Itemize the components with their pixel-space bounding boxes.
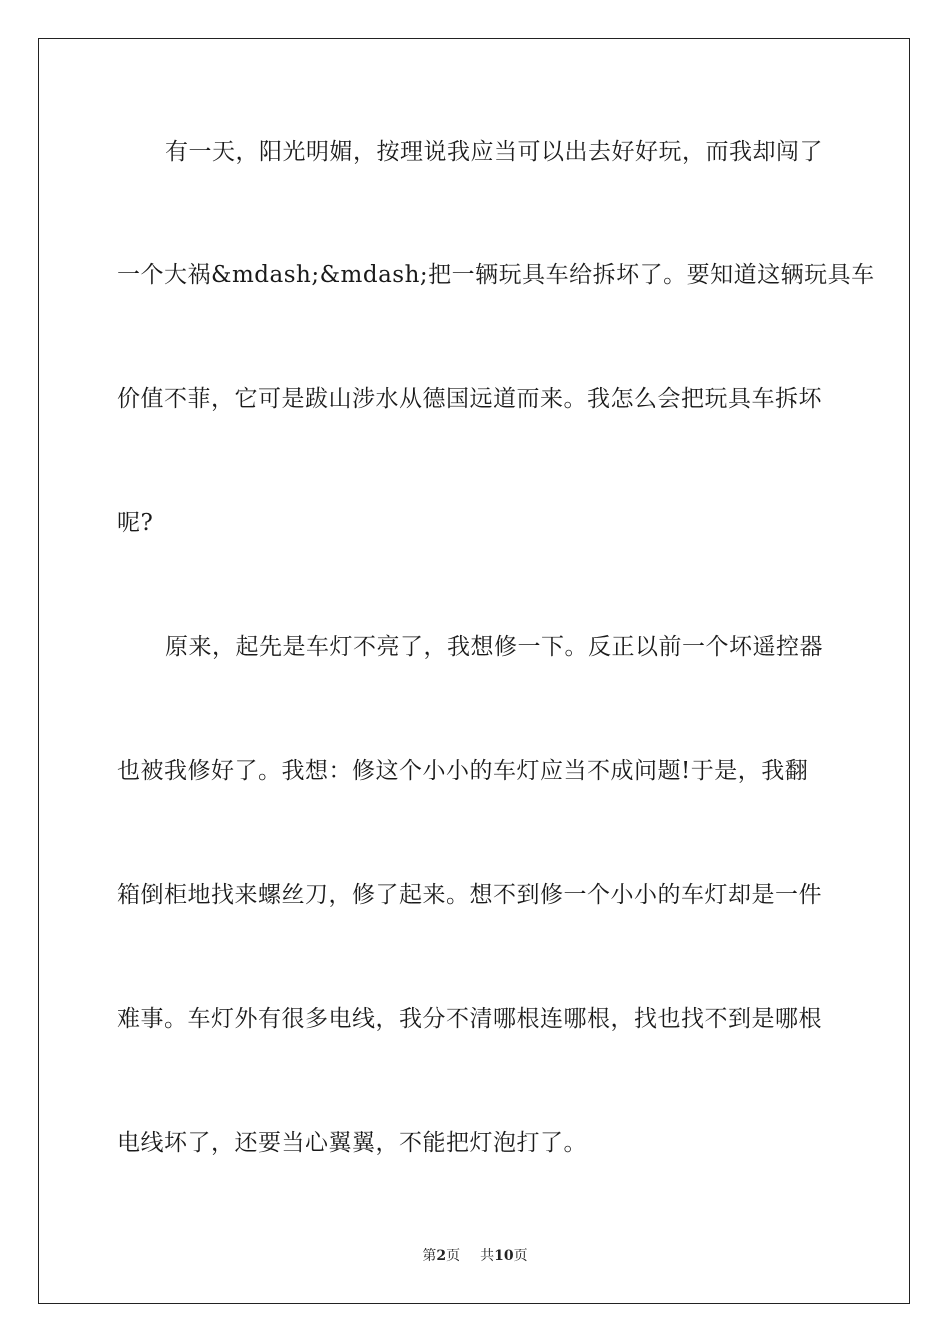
total-suffix: 页 (513, 1248, 528, 1264)
paragraph-2-line-5: 电线坏了，还要当心翼翼，不能把灯泡打了。 (117, 1130, 587, 1156)
paragraph-1-line-1: 有一天，阳光明媚，按理说我应当可以出去好好玩，而我却闯了 (165, 139, 823, 165)
total-count: 10 (494, 1248, 514, 1264)
total-prefix: 共 (480, 1248, 495, 1264)
page-total (480, 1246, 527, 1266)
page-footer (0, 1246, 950, 1266)
paragraph-1-line-2: 一个大祸&mdash;&mdash;把一辆玩具车给拆坏了。要知道这辆玩具车 (117, 262, 875, 288)
paragraph-2-line-3: 箱倒柜地找来螺丝刀，修了起来。想不到修一个小小的车灯却是一件 (117, 882, 822, 908)
page-prefix: 第 (422, 1248, 437, 1264)
paragraph-1-line-3: 价值不菲，它可是跋山涉水从德国远道而来。我怎么会把玩具车拆坏 (117, 386, 822, 412)
paragraph-2-line-1: 原来，起先是车灯不亮了，我想修一下。反正以前一个坏遥控器 (165, 634, 823, 660)
page-suffix: 页 (446, 1248, 461, 1264)
paragraph-2-line-4: 难事。车灯外有很多电线，我分不清哪根连哪根，找也找不到是哪根 (117, 1006, 822, 1032)
page-current: 2 (436, 1248, 447, 1264)
page-border (38, 38, 910, 1304)
page-number (422, 1246, 460, 1266)
paragraph-1-line-4: 呢? (117, 510, 154, 536)
paragraph-2-line-2: 也被我修好了。我想：修这个小小的车灯应当不成问题!于是，我翻 (117, 758, 809, 784)
